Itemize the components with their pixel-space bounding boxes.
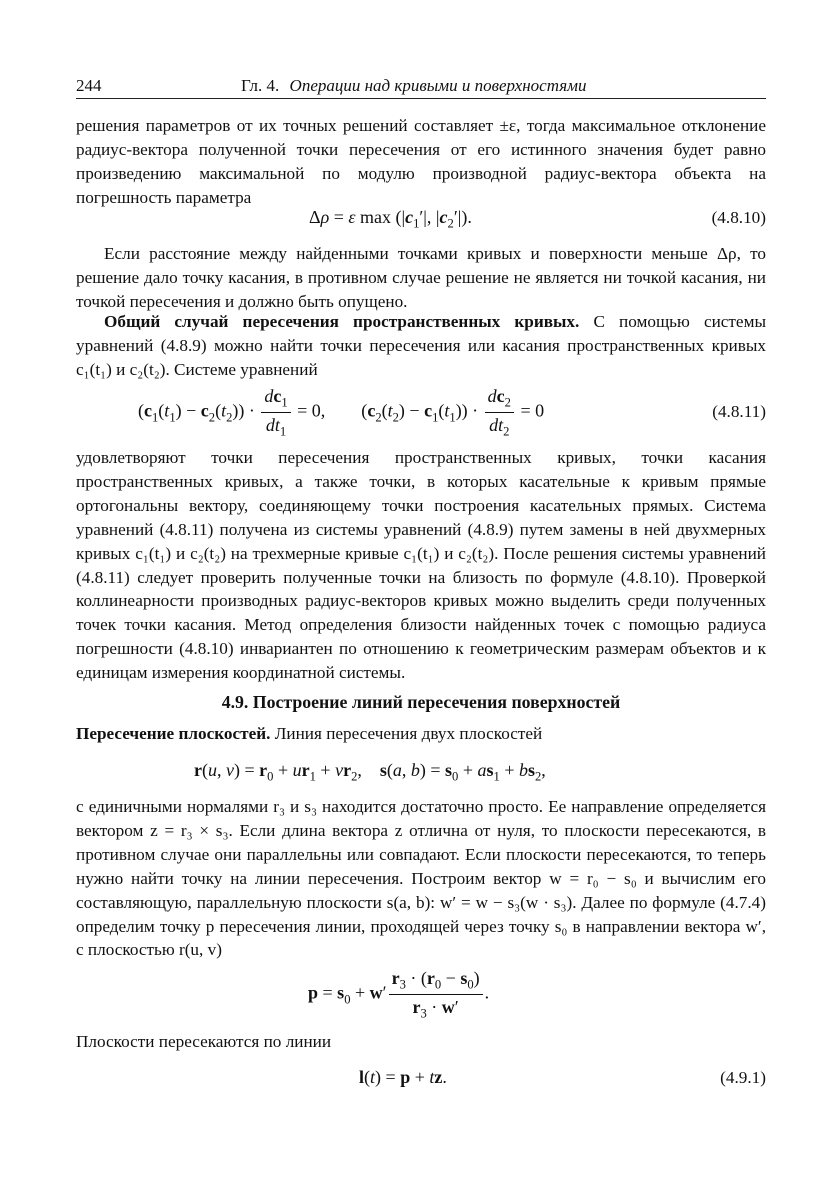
equation-4-9-1 [76,1067,766,1095]
equation-planes [76,760,766,788]
run-in-heading: Общий случай пересечения пространственных кривых. [104,312,580,331]
chapter-label: Гл. 4. [241,76,280,95]
equation-point-p [76,968,766,1020]
paragraph-5-text: Линия пересечения двух плоскостей [274,724,543,743]
equation-body: $p = s_0 + w'$ $\frac{r_3 \cdot (r_0 - s_0)}{r_3 \cdot w'}$ . [308,968,490,1021]
equation-number: (4.8.11) [712,402,766,421]
run-in-heading: Пересечение плоскостей. [76,724,271,743]
paragraph-3-text: С помощью системы уравнений (4.8.9) можно найти точки пересечения или касания пространственных кривых c₁(t₁) и c₂(t₂). Системе уравнений [76,312,766,379]
section-heading: 4.9. Построение линий пересечения поверхностей [221,692,621,712]
running-header [76,70,766,99]
paragraph-2: Если расстояние между найденными точками кривых и поверхности меньше Δρ, то решение дало точку касания, в противном случае решение не является ни точкой касания, ни точкой пересечения и должно быть опущено. [76,244,766,311]
equation-body: $(c_1(t_1) - c_2(t_2))$ · $\frac{dc_1}{dt_1}$ = 0, $(c_2(t_2) - c_1(t_1))$ · $\frac{dc_2}{dt_2}$ = 0 [138,386,545,439]
paragraph-4: удовлетворяют точки пересечения пространственных кривых, точки касания пространственных кривых, а также точки, в которых касательные к кривым прямые ортогональны вектору, соединяющему точки построения касательных прямых. Система уравнений (4.8.11) получена из системы уравнений (4.8.9) путем замены в ней двухмерных кривых c₁(t₁) и c₂(t₂) на трехмерные кривые c₁(t₁) и c₂(t₂). После решения системы уравнений (4.8.11) следует проверить полученные точки на близость по формуле (4.8.10). Проверкой коллинеарности производных радиус-векторов кривых можно выделить среди полученных точек точки касания. Метод определения близости найденных точек с помощью радиуса погрешности (4.8.10) инвариантен по отношению к геометрическим размерам объектов и к единицам измерения координатной системы. [76,448,766,683]
equation-number: (4.8.10) [711,208,766,227]
running-title [241,76,586,96]
paragraph-7: Плоскости пересекаются по линии [76,1032,332,1051]
paragraph-5 [76,722,766,746]
paragraph-6: с единичными нормалями r₃ и s₃ находится достаточно просто. Ее направление определяется вектором z = r₃ × s₃. Если длина вектора z отлична от нуля, то плоскости пересекаются, в противном случае они параллельны или совпадают. Если плоскости пересекаются, то теперь нужно найти точку на линии пересечения. Построим вектор w = r₀ − s₀ и вычислим его составляющую, параллельную плоскости s(a, b): w′ = w − s₃(w · s₃). Далее по формуле (4.7.4) определим точку p пересечения линии, проходящей через точку s₀ в направлении вектора w′, с плоскостью r(u, v) [76,797,766,960]
equation-4-8-11 [76,386,766,442]
equation-body: r(u, $v) = r_0 + ur_1 + vr_2$, s(a, $b) = s_0 + as_1 + bs_2$, [194,760,546,784]
equation-4-8-10 [76,207,766,235]
equation-body: Δρ = ε $\max (|c_1'|$, $|c_2'|$). [309,207,472,231]
equation-number: (4.9.1) [720,1068,766,1087]
chapter-title: Операции над кривыми и поверхностями [289,76,587,95]
equation-body: l(t) = p + tz. [359,1067,447,1087]
paragraph-1: решения параметров от их точных решений составляет ±ε, тогда максимальное отклонение радиус-вектора полученной точки пересечения от его истинного значения будет равно произведению максимальной по модулю производной радиус-вектора объекта на погрешность параметра [76,116,766,207]
paragraph-3 [76,310,766,382]
page-number: 244 [76,76,102,95]
